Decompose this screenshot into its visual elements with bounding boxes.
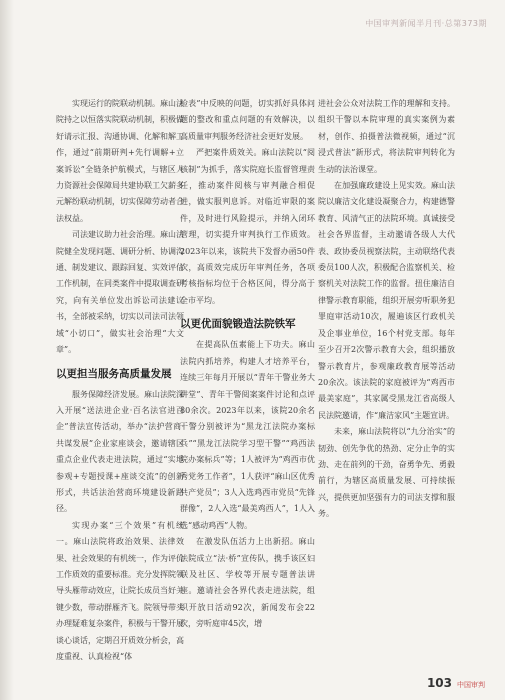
paragraph: 在提高队伍素能上下功夫。麻山法院内抓培养，构建人才培养平台，连续三年每月开展以“青年干警业务大讲堂”、青年干警阅案案件讨论和点评80余次。2023年以来，该院20余名干警分别被评为“黑龙江法院办案标兵”“黑龙江法院学习型干警”“鸡西法院办案标兵”等；1人被评为“鸡西市优秀党务工作者”，1人获评“麻山区优秀共产党员”；3人入选鸡西市党员“先锋群像”，2人入选“最美鸡西人”，1人入选“感动鸡西”人物。 [180,340,315,530]
paragraph: 进社会公众对法院工作的理解和支持。组织干警以本院审理的真实案例为素材，创作、拍摄普法微视频，通过“沉浸式普法”新形式，将法院审判转化为生动的法治课堂。 [318,99,455,174]
paragraph: 在加强廉政建设上见实效。麻山法院以廉洁文化建设凝聚合力，构建德警教育、风清气正的法院环境。真诚接受社会各界监督，主动邀请各级人大代表、政协委员视察法院，主动联络代表委员100人次，积极配合监察机关、检察机关对法院工作的监督。扭住廉洁自律警示教育职能，组织开展旁听职务犯罪庭审活动10次，履遍该区行政机关及企事业单位，16个村党支部。每年至少召开2次警示教育大会，组织播放警示教育片，参观廉政教育展等活动20余次。该法院的家庭被评为“鸡西市最美家庭”，其家属受黑龙江省高级人民法院邀请，作“廉洁家风”主题宣讲。 [318,181,455,420]
paragraph: 未来，麻山法院将以“九分治实”的韧劲、创先争优的热劲、定分止争的实劲、走在前列的干劲，奋勇争先、勇毅前行，为辖区高质量发展、可持续振兴，提供更加坚强有力的司法支撑和服务。 [318,427,455,519]
text-column-2 [180,96,315,633]
paragraph: 严把案件质效关。麻山法院以“阅核制”为抓手，落实院庭长监督管理责任，推动案件阅核与审判融合相促进，做实服判息诉。对临近审限的案件，及时进行风险提示，并纳入闭环管理，切实提升审判执行工作质效。2023年以来，该院共下发督办函50件次，高质效完成历年审判任务，各项考核指标均位于合格区间，得分高于全市平均。 [180,148,315,305]
magazine-brand: 中国审判 [457,681,485,689]
text-column-1 [56,96,184,665]
paragraph: 司法建议助力社会治理。麻山法院健全发现问题、调研分析、协调沟通、制发建议、跟踪回复、实效评估工作机制，在同类案件中提取调查研究，向有关单位发出诉讼司法建议书，全部被采纳，切实以司法司法领域“小切口”，做实社会治理“大文章”。 [56,230,184,355]
paragraph: 在激发队伍活力上出新招。麻山法院成立“法·桥”宣传队，携手该区妇联及社区、学校等开展专题普法讲座。邀请社会各界代表走进法院，组织开放日活动92次，新闻发布会22次，旁听庭审45次，增 [180,537,315,629]
running-header: 中国审判新闻半月刊·总第373期 [365,19,487,28]
paragraph: 服务保障经济发展。麻山法院深入开展“送法进企业·百名法官进百企”普法宣传活动，举办“法护营商·共谋发展”企业家座谈会，邀请辖区重点企业代表走进法院，通过“实地参观+专题授课+座谈交流”的创新形式，共话法治营商环境建设新路径。 [56,389,184,514]
paragraph: 实现运行的院联动机制。麻山法院持之以恒落实院联动机制，积极做好请示汇报、沟通协调、化解和解工作，通过“前期研判+先行调解+立案诉讼”全链条护航模式，与辖区人力资源社会保障局共建协联工欠薪多元解纷联动机制，切实保障劳动者合法权益。 [56,99,184,223]
paragraph: 实现办案“三个效果”有机统一。麻山法院将政治效果、法律效果、社会效果的有机统一，作为评价工作质效的重要标准。充分发挥院领导头雁带动效应，让院长成员当好关键少数，带动群雁齐飞。院领导带头办理疑难复杂案件，积极与干警开展谈心谈话，定期召开质效分析会，高度重视、认真检视“体 [56,520,184,661]
text-column-3 [318,96,455,523]
section-heading: 以更担当服务高质量发展 [56,367,172,380]
page-number: 103 [426,676,452,690]
section-heading: 以更优面貌锻造法院铁军 [180,318,296,331]
paragraph: 检表”中反映的问题，切实抓好具体问题的整改和重点问题的有效解决，以高质量审判服务经济社会更好发展。 [180,99,315,141]
scan-binding-shadow [0,0,14,700]
page-footer [427,676,485,690]
